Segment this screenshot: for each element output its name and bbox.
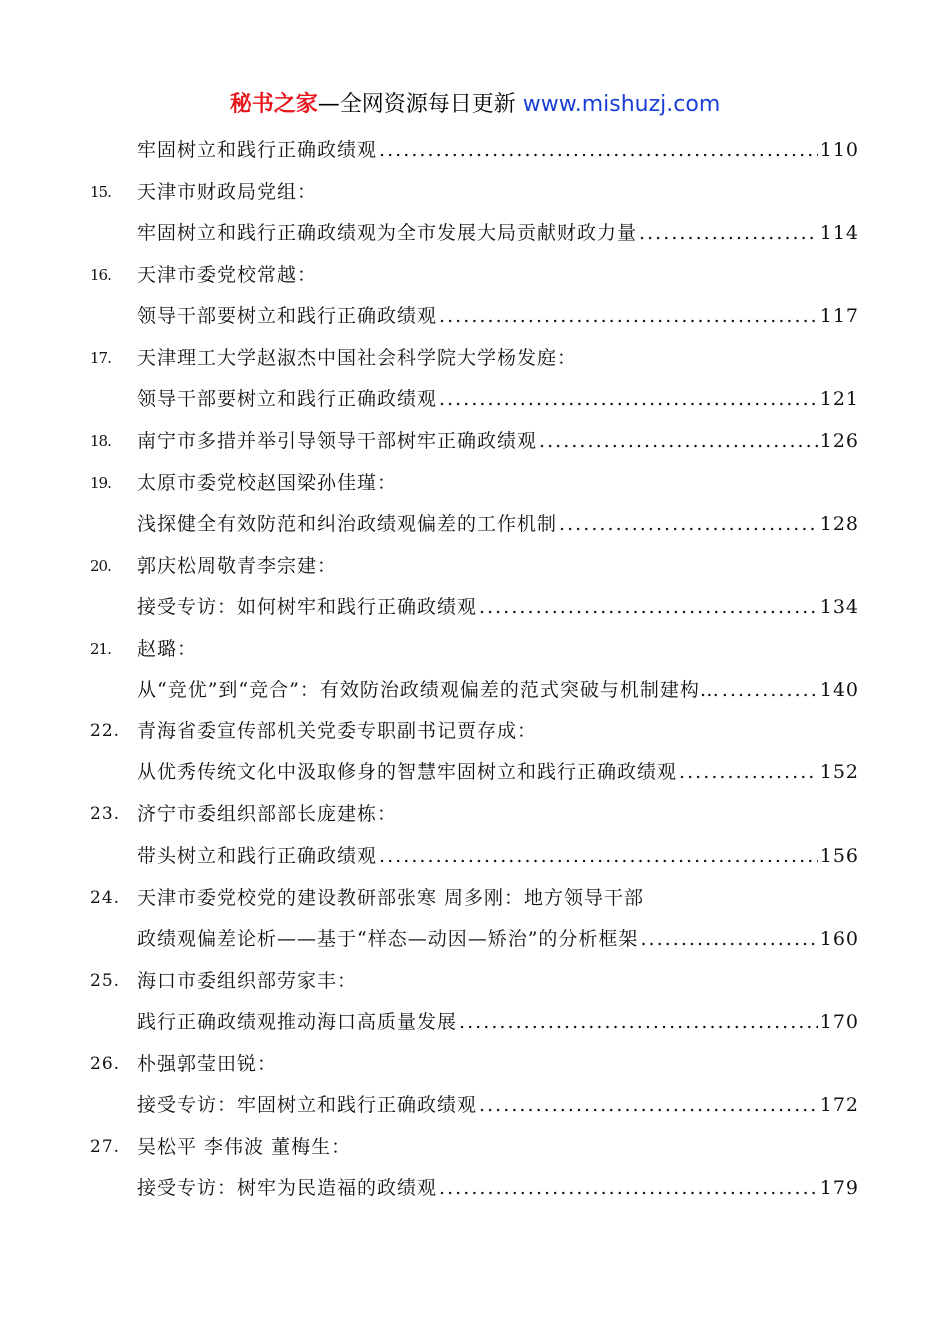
toc-line — [0, 260, 950, 290]
toc-entry-title: 接受专访：树牢为民造福的政绩观 — [137, 1177, 438, 1199]
dot-leader — [559, 509, 818, 539]
toc-entry-title: 政绩观偏差论析——基于“样态—动因—矫治”的分析框架 — [137, 928, 639, 950]
toc-page-number: 110 — [819, 139, 859, 161]
brand-name: 秘书之家 — [229, 92, 318, 117]
toc-entry-title: 领导干部要树立和践行正确政绩观 — [137, 305, 438, 327]
toc-author: 天津市财政局党组： — [137, 181, 318, 203]
toc-line — [0, 757, 950, 787]
toc-author: 朴强郭莹田锐： — [137, 1053, 278, 1075]
toc-line — [0, 1090, 950, 1120]
toc-line — [0, 509, 950, 539]
toc-number: 24. — [90, 888, 121, 908]
toc-entry-title: 接受专访：如何树牢和践行正确政绩观 — [137, 596, 478, 618]
dot-leader — [722, 675, 818, 705]
dot-leader — [639, 218, 818, 248]
toc-line — [0, 1007, 950, 1037]
dot-leader — [479, 592, 818, 622]
toc-number: 20. — [90, 557, 111, 575]
dot-leader — [439, 301, 818, 331]
toc-entry-title: 牢固树立和践行正确政绩观为全市发展大局贡献财政力量 — [137, 222, 638, 244]
toc-line — [0, 551, 950, 581]
toc-entry[interactable] — [137, 675, 859, 705]
toc-number: 19. — [90, 474, 111, 492]
toc-number: 23. — [90, 804, 121, 824]
toc-line — [0, 592, 950, 622]
toc-page-number: 126 — [819, 430, 859, 452]
toc-author: 郭庆松周敬青李宗建： — [137, 555, 338, 577]
toc-number: 18. — [90, 432, 111, 450]
toc-page-number: 170 — [819, 1011, 859, 1033]
toc-page-number: 117 — [819, 305, 859, 327]
toc-entry[interactable] — [137, 757, 859, 787]
toc-entry-title: 践行正确政绩观推动海口高质量发展 — [137, 1011, 458, 1033]
toc-author: 天津市委党校党的建设教研部张寒 周多刚：地方领导干部 — [137, 887, 645, 909]
toc-page-number: 140 — [819, 679, 859, 701]
toc-line — [0, 1132, 950, 1162]
toc-page-number: 114 — [819, 222, 859, 244]
site-url[interactable]: www.mishuzj.com — [522, 92, 721, 117]
toc-line — [0, 1049, 950, 1079]
toc-number: 16. — [90, 266, 111, 284]
toc-line — [0, 218, 950, 248]
toc-author: 吴松平 李伟波 董梅生： — [137, 1136, 352, 1158]
dot-leader — [459, 1007, 818, 1037]
dot-leader — [679, 757, 818, 787]
toc-number: 27. — [90, 1137, 121, 1157]
toc-line — [0, 135, 950, 165]
site-header — [0, 88, 950, 122]
toc-line — [0, 1173, 950, 1203]
toc-entry[interactable] — [137, 384, 859, 414]
toc-entry[interactable] — [137, 1173, 859, 1203]
toc-line — [0, 675, 950, 705]
toc-line — [0, 883, 950, 913]
toc-author: 太原市委党校赵国梁孙佳瑾： — [137, 472, 398, 494]
toc-number: 22. — [90, 721, 121, 741]
dot-leader — [379, 135, 818, 165]
toc-entry[interactable] — [137, 218, 859, 248]
toc-entry-title: 牢固树立和践行正确政绩观 — [137, 139, 378, 161]
toc-line — [0, 716, 950, 746]
toc-line — [0, 426, 950, 456]
toc-entry-title: 领导干部要树立和践行正确政绩观 — [137, 388, 438, 410]
toc-page-number: 160 — [819, 928, 859, 950]
dot-leader — [379, 841, 818, 871]
toc-entry[interactable] — [137, 841, 859, 871]
toc-line — [0, 177, 950, 207]
toc-line — [0, 841, 950, 871]
toc-entry-title: 南宁市多措并举引导领导干部树牢正确政绩观 — [137, 430, 538, 452]
toc-line — [0, 301, 950, 331]
toc-line — [0, 384, 950, 414]
toc-page-number: 156 — [819, 845, 859, 867]
toc-number: 25. — [90, 971, 121, 991]
toc-entry-title: 带头树立和践行正确政绩观 — [137, 845, 378, 867]
toc-entry[interactable] — [137, 426, 859, 456]
slogan: —全网资源每日更新 — [317, 92, 516, 117]
toc-number: 15. — [90, 183, 111, 201]
toc-page-number: 128 — [819, 513, 859, 535]
toc-entry[interactable] — [137, 135, 859, 165]
toc-entry[interactable] — [137, 592, 859, 622]
dot-leader — [479, 1090, 818, 1120]
toc-author: 天津市委党校常越： — [137, 264, 318, 286]
toc-number: 17. — [90, 349, 111, 367]
dot-leader — [640, 924, 817, 954]
toc-entry[interactable] — [137, 509, 859, 539]
toc-author: 赵璐： — [137, 638, 198, 660]
toc-line — [0, 634, 950, 664]
toc-line — [0, 924, 950, 954]
toc-author: 青海省委宣传部机关党委专职副书记贾存成： — [137, 720, 538, 742]
toc-number: 26. — [90, 1054, 121, 1074]
toc-page-number: 134 — [819, 596, 859, 618]
toc-page-number: 152 — [819, 761, 859, 783]
toc-line — [0, 799, 950, 829]
toc-entry-title: 从优秀传统文化中汲取修身的智慧牢固树立和践行正确政绩观 — [137, 761, 678, 783]
toc-entry-title: 浅探健全有效防范和纠治政绩观偏差的工作机制 — [137, 513, 558, 535]
toc-line — [0, 966, 950, 996]
toc-entry-title: 从“竞优”到“竞合”：有效防治政绩观偏差的范式突破与机制建构… — [137, 679, 720, 701]
toc-line — [0, 343, 950, 373]
toc-page-number: 172 — [819, 1094, 859, 1116]
toc-entry[interactable] — [137, 301, 859, 331]
dot-leader — [439, 384, 818, 414]
toc-author: 天津理工大学赵淑杰中国社会科学院大学杨发庭： — [137, 347, 578, 369]
toc-line — [0, 468, 950, 498]
toc-number: 21. — [90, 640, 111, 658]
dot-leader — [439, 1173, 818, 1203]
toc-page-number: 121 — [819, 388, 859, 410]
toc-author: 海口市委组织部劳家丰： — [137, 970, 358, 992]
toc-entry-title: 接受专访：牢固树立和践行正确政绩观 — [137, 1094, 478, 1116]
toc-entry[interactable] — [137, 924, 859, 954]
toc-entry[interactable] — [137, 1090, 859, 1120]
dot-leader — [539, 426, 818, 456]
toc-page-number: 179 — [819, 1177, 859, 1199]
toc-entry[interactable] — [137, 1007, 859, 1037]
toc-author: 济宁市委组织部部长庞建栋： — [137, 803, 398, 825]
